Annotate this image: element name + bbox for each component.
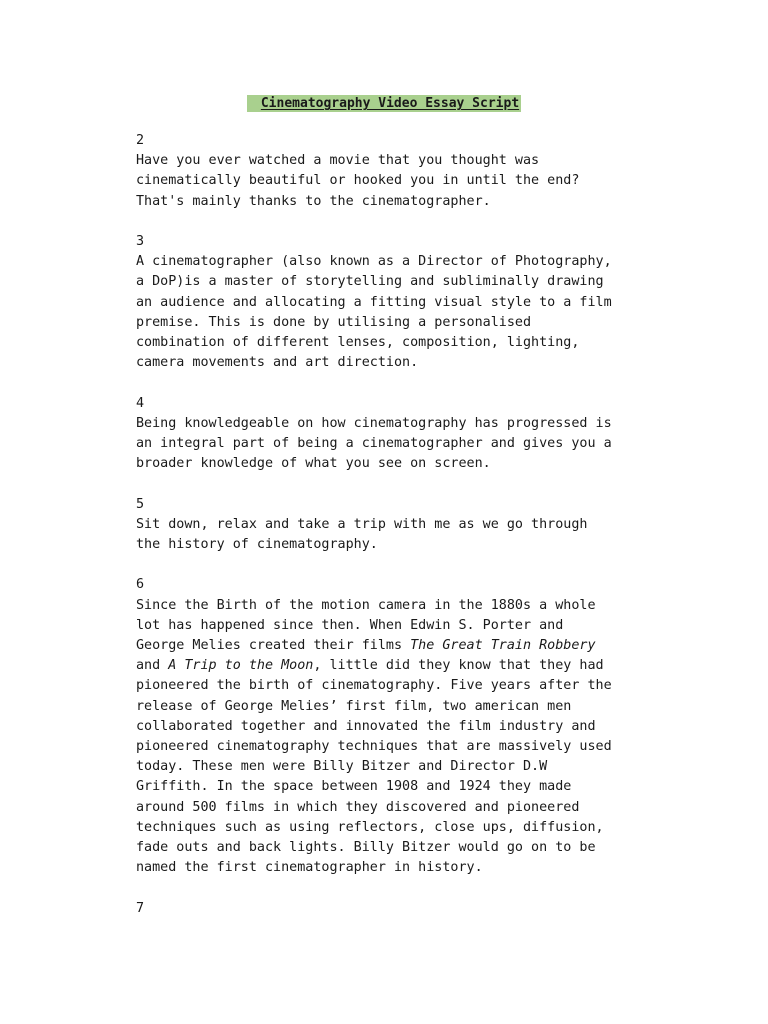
text-segment: , little did they know that they had — [313, 658, 604, 674]
section-number: 7 — [136, 900, 145, 916]
text-line: Have you ever watched a movie that you thought was — [136, 153, 540, 169]
text-line-with-film-title — [136, 636, 696, 656]
text-line: Since the Birth of the motion camera in the 1880s a whole — [136, 597, 596, 613]
section-7 — [136, 899, 696, 919]
text-line: techniques such as using reflectors, close ups, diffusion, — [136, 819, 604, 835]
document-body — [136, 131, 696, 939]
text-line: That's mainly thanks to the cinematographer. — [136, 193, 491, 209]
text-line: pioneered the birth of cinematography. Five years after the — [136, 678, 612, 694]
text-line: an integral part of being a cinematographer and gives you a — [136, 436, 612, 452]
section-number: 3 — [136, 234, 145, 249]
title-container — [0, 92, 768, 112]
text-line: release of George Melies’ first film, two american men — [136, 698, 572, 714]
film-title-great-train-robbery: The Great Train Robbery — [410, 638, 596, 654]
text-segment: George Melies created their films — [136, 638, 411, 654]
text-line: Griffith. In the space between 1908 and 1924 they made — [136, 779, 572, 795]
section-number: 6 — [136, 577, 145, 593]
section-4 — [136, 394, 696, 475]
text-line: cinematically beautiful or hooked you in until the end? — [136, 173, 580, 189]
text-line: around 500 films in which they discovered and pioneered — [136, 799, 580, 815]
text-line: today. These men were Billy Bitzer and Director D.W — [136, 759, 548, 775]
section-2 — [136, 131, 696, 212]
film-title-trip-to-the-moon: A Trip to the Moon — [168, 658, 314, 674]
section-6 — [136, 575, 696, 878]
document-title: Cinematography Video Essay Script — [247, 95, 521, 112]
section-number: 5 — [136, 496, 145, 512]
text-line: named the first cinematographer in history. — [136, 860, 483, 876]
text-line: pioneered cinematography techniques that are massively used — [136, 739, 612, 755]
text-line: an audience and allocating a fitting visual style to a film — [136, 294, 612, 310]
text-line: broader knowledge of what you see on screen. — [136, 456, 491, 472]
text-line: collaborated together and innovated the film industry and — [136, 718, 596, 734]
text-line: camera movements and art direction. — [136, 355, 419, 371]
text-line: A cinematographer (also known as a Director of Photography, — [136, 254, 612, 270]
section-3 — [136, 232, 696, 373]
text-line: premise. This is done by utilising a personalised — [136, 314, 532, 330]
text-line: Being knowledgeable on how cinematography has progressed is — [136, 415, 612, 431]
text-line: combination of different lenses, composition, lighting, — [136, 335, 580, 351]
text-line: lot has happened since then. When Edwin S. Porter and — [136, 617, 564, 633]
text-line: the history of cinematography. — [136, 537, 378, 553]
section-5 — [136, 495, 696, 556]
text-segment: and — [136, 658, 169, 674]
text-line: a DoP)is a master of storytelling and subliminally drawing — [136, 274, 604, 290]
text-line-with-film-title — [136, 656, 696, 676]
section-number: 2 — [136, 133, 145, 148]
text-line: Sit down, relax and take a trip with me as we go through — [136, 516, 588, 532]
text-line: fade outs and back lights. Billy Bitzer would go on to be — [136, 840, 596, 856]
section-number: 4 — [136, 395, 145, 411]
